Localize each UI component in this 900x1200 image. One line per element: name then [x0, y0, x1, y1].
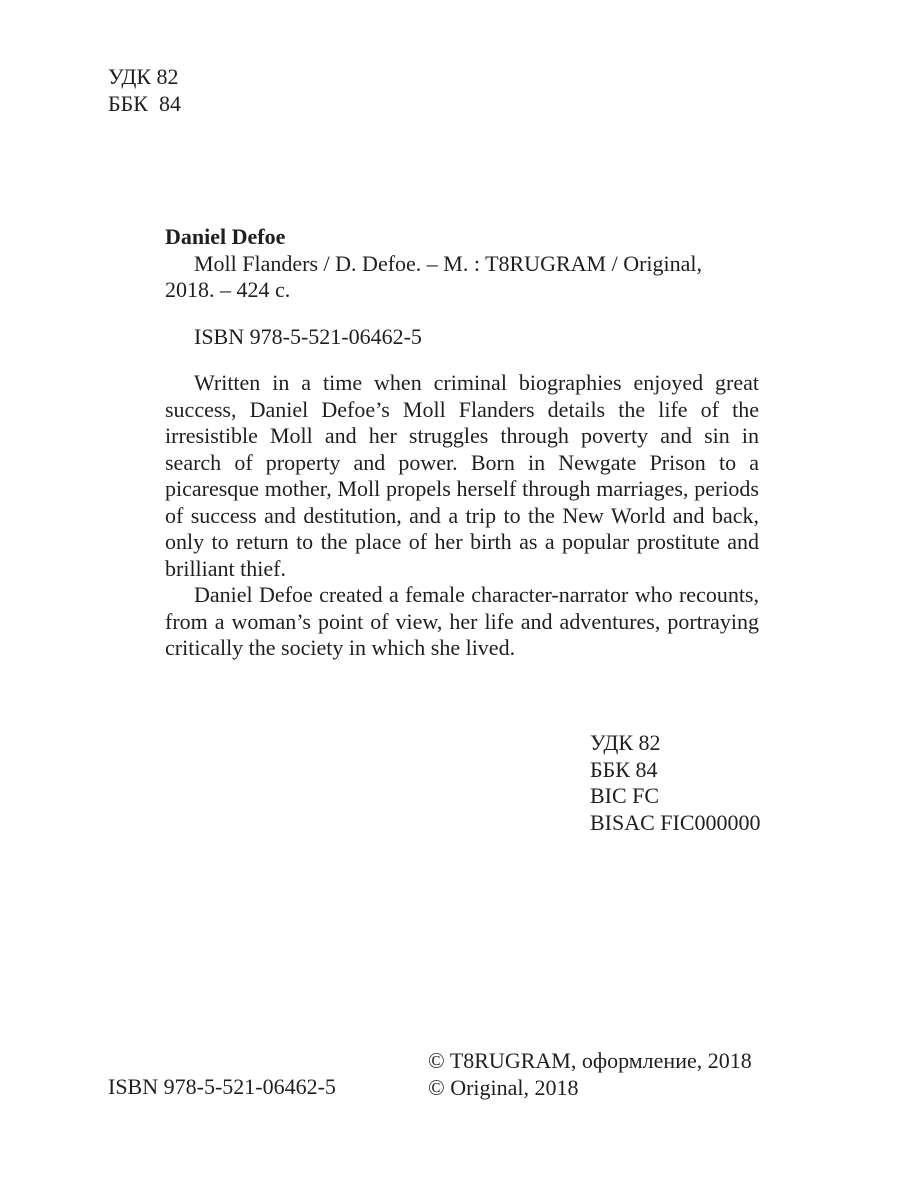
bbk-code: ББК 84 [590, 756, 658, 782]
isbn-catalog: ISBN 978-5-521-06462-5 [194, 323, 422, 349]
isbn-bottom [108, 1074, 336, 1101]
bic-code: BIC FC [590, 783, 660, 808]
copyright-notice [428, 1048, 752, 1101]
year-pages-line: 2018. – 424 с. [165, 277, 291, 302]
author-name: Daniel Defoe [165, 224, 286, 249]
top-classification-codes [108, 64, 181, 117]
title-publisher-line: Moll Flanders / D. Defoe. – M. : T8RUGRAM / Original, [194, 250, 703, 276]
copyright-original: © Original, 2018 [428, 1074, 579, 1100]
isbn-number: ISBN 978-5-521-06462-5 [108, 1074, 336, 1099]
udk-code: УДК 82 [590, 730, 661, 755]
classification-codes [590, 730, 761, 836]
bbk-code: ББК 84 [108, 90, 181, 116]
catalog-record [165, 224, 759, 662]
summary-paragraph: Daniel Defoe created a female character-narrator who recounts, from a woman’s point of view, her life and adventures, portraying critically the society in which she lived. [165, 582, 759, 660]
summary-paragraph: Written in a time when criminal biographies enjoyed great success, Daniel Defoe’s Moll Flanders details the life of the irresistible Moll and her struggles through poverty and sin in search of property and power. Born in Newgate Prison to a picaresque mother, Moll propels herself through marriages, periods of success and destitution, and a trip to the New World and back, only to return to the place of her birth as a popular prostitute and brilliant thief. [165, 370, 759, 581]
copyright-design: © T8RUGRAM, оформление, 2018 [428, 1048, 752, 1073]
bisac-code: BISAC FIC000000 [590, 809, 761, 835]
udk-code: УДК 82 [108, 64, 179, 89]
book-summary [165, 370, 759, 662]
